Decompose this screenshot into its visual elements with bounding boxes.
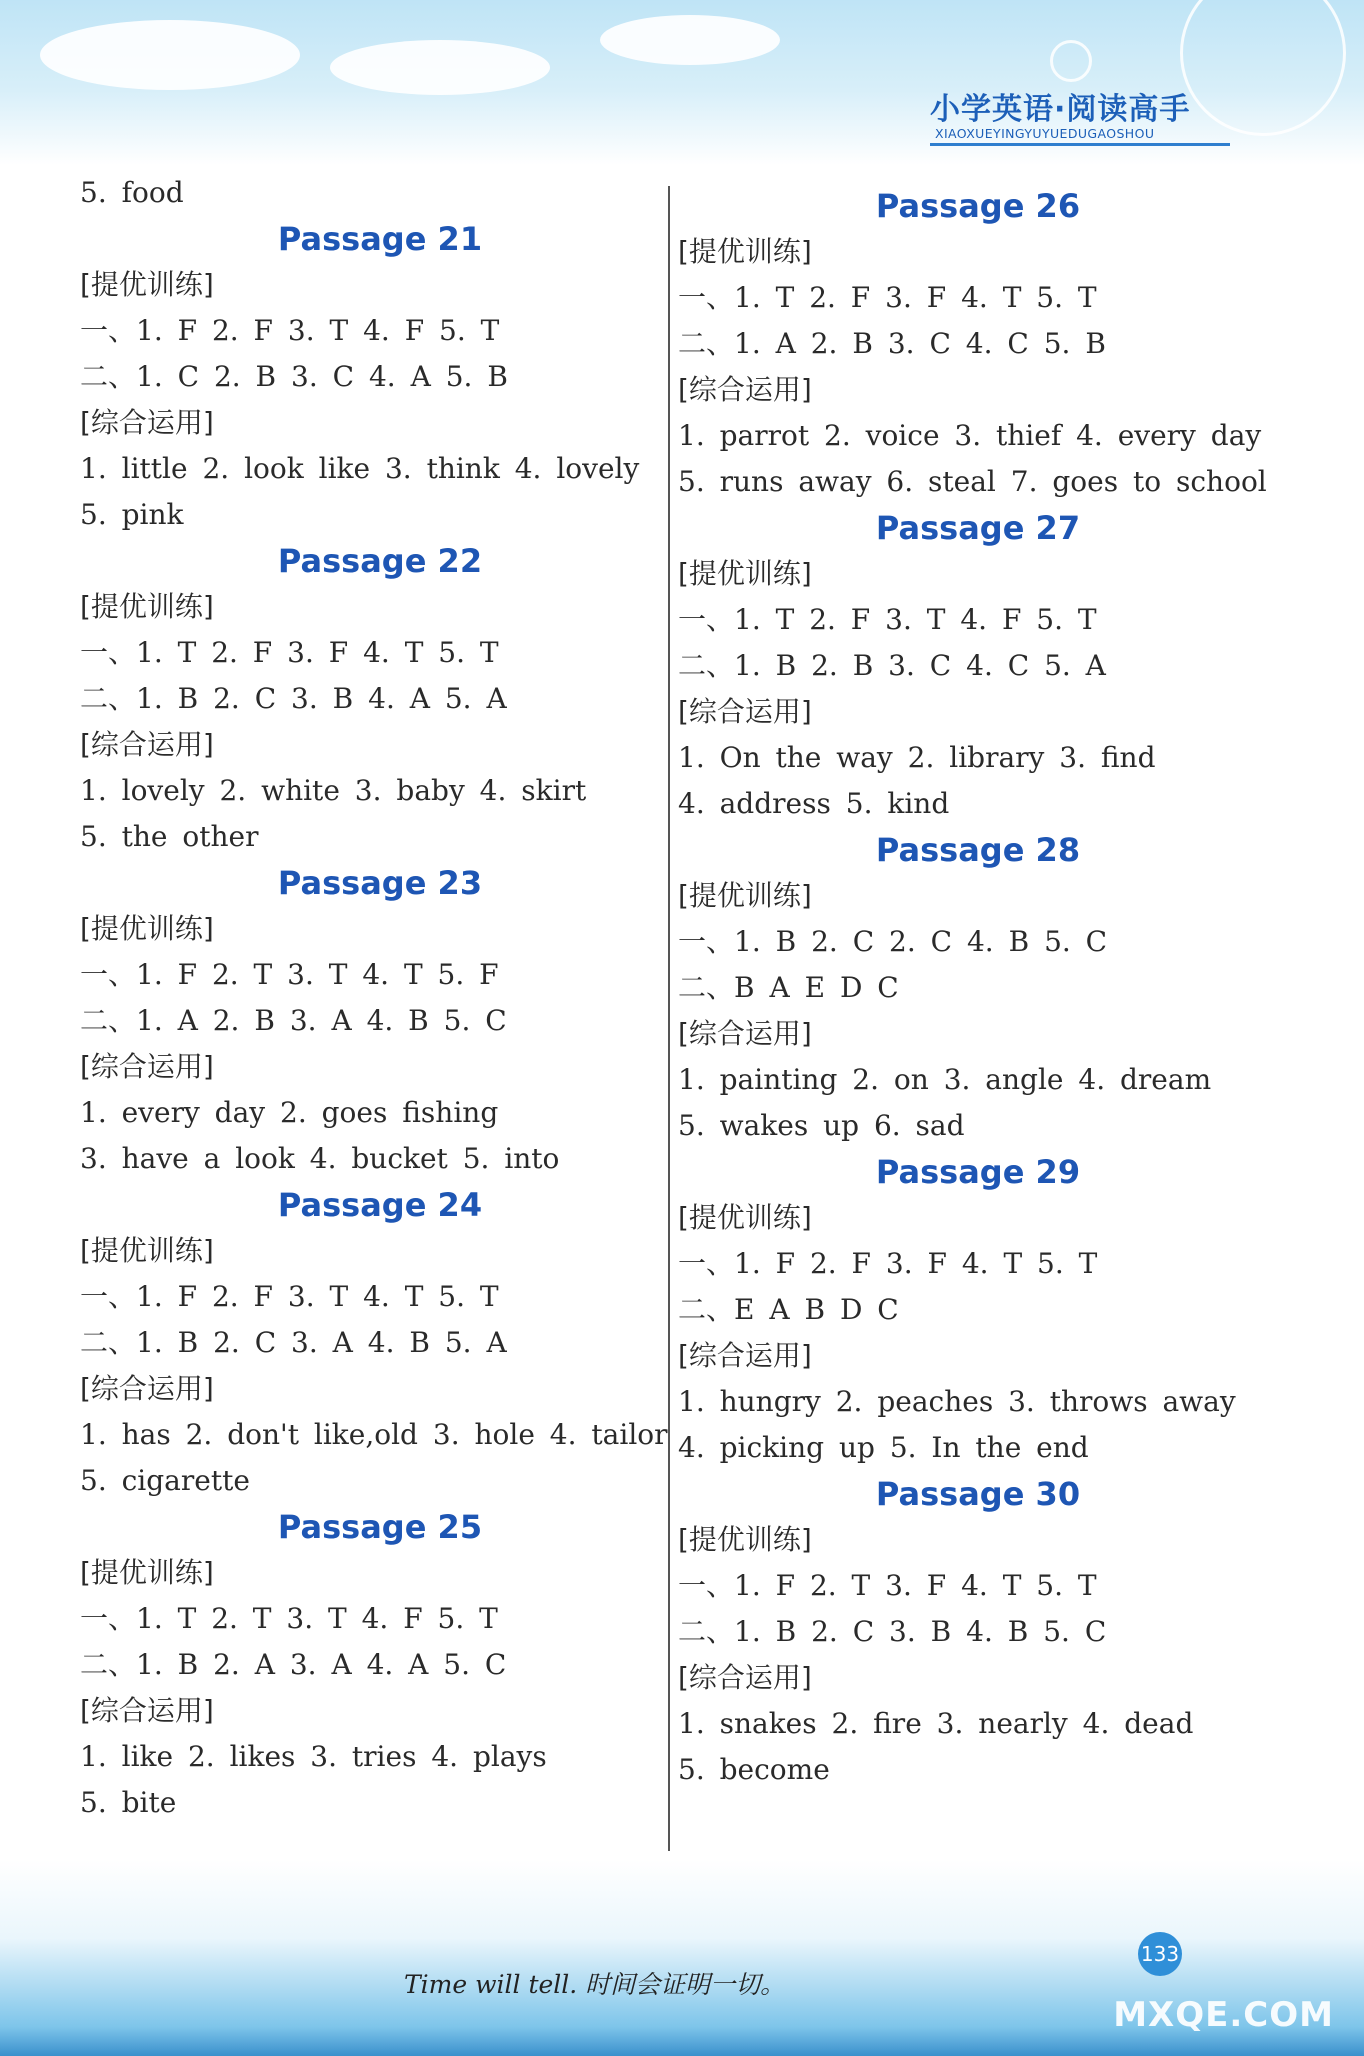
answer-line: 一、1. F 2. F 3. T 4. T 5. T xyxy=(80,1280,499,1313)
answer-line: 1. has 2. don't like,old 3. hole 4. tailor xyxy=(80,1418,668,1451)
answer-line: 二、E A B D C xyxy=(678,1293,899,1326)
answer-line: 二、1. B 2. A 3. A 4. A 5. C xyxy=(80,1648,507,1681)
section-heading: [提优训练] xyxy=(678,557,812,590)
answer-line: 3. have a look 4. bucket 5. into xyxy=(80,1142,560,1175)
bubble-decoration xyxy=(1180,0,1346,136)
answer-line: 一、1. T 2. F 3. F 4. T 5. T xyxy=(80,636,499,669)
section-heading: [综合运用] xyxy=(678,695,812,728)
answer-line: 5. bite xyxy=(80,1786,177,1819)
answer-line: 1. painting 2. on 3. angle 4. dream xyxy=(678,1063,1212,1096)
page-number: 133 xyxy=(1138,1932,1182,1976)
book-series-pinyin: XIAOXUEYINGYUYUEDUGAOSHOU xyxy=(935,126,1155,141)
answer-line: 二、1. B 2. B 3. C 4. C 5. A xyxy=(678,649,1106,682)
answer-line: 5. runs away 6. steal 7. goes to school xyxy=(678,465,1267,498)
answer-line: 5. become xyxy=(678,1753,830,1786)
header-rule xyxy=(930,143,1230,146)
answer-line: 1. lovely 2. white 3. baby 4. skirt xyxy=(80,774,587,807)
passage-title: Passage 28 xyxy=(875,831,1081,869)
passage-title: Passage 26 xyxy=(875,187,1081,225)
passage-title: Passage 30 xyxy=(875,1475,1081,1513)
answer-line: 二、1. B 2. C 3. B 4. B 5. C xyxy=(678,1615,1107,1648)
answer-line: 二、1. A 2. B 3. A 4. B 5. C xyxy=(80,1004,507,1037)
answer-line: 二、1. B 2. C 3. A 4. B 5. A xyxy=(80,1326,507,1359)
section-heading: [综合运用] xyxy=(80,1694,214,1727)
answer-line: 二、1. B 2. C 3. B 4. A 5. A xyxy=(80,682,507,715)
section-heading: [综合运用] xyxy=(80,1050,214,1083)
section-heading: [综合运用] xyxy=(80,1372,214,1405)
passage-title: Passage 23 xyxy=(277,864,483,902)
answer-line: 1. like 2. likes 3. tries 4. plays xyxy=(80,1740,547,1773)
passage-title: Passage 22 xyxy=(277,542,483,580)
passage-title: Passage 29 xyxy=(875,1153,1081,1191)
section-heading: [综合运用] xyxy=(678,1339,812,1372)
answer-line: 4. picking up 5. In the end xyxy=(678,1431,1089,1464)
passage-title: Passage 24 xyxy=(277,1186,483,1224)
section-heading: [综合运用] xyxy=(678,1017,812,1050)
answer-line: 1. little 2. look like 3. think 4. lovely xyxy=(80,452,640,485)
answer-line: 二、B A E D C xyxy=(678,971,899,1004)
answer-line: 一、1. T 2. F 3. F 4. T 5. T xyxy=(678,281,1097,314)
section-heading: [提优训练] xyxy=(80,1556,214,1589)
answer-column-right xyxy=(678,183,1278,1793)
section-heading: [综合运用] xyxy=(80,728,214,761)
book-series-title: 小学英语·阅读高手 xyxy=(930,92,1191,127)
section-heading: [提优训练] xyxy=(80,1234,214,1267)
section-heading: [提优训练] xyxy=(678,1201,812,1234)
answer-line: 一、1. F 2. T 3. F 4. T 5. T xyxy=(678,1569,1097,1602)
passage-title: Passage 21 xyxy=(277,220,483,258)
passage-title: Passage 25 xyxy=(277,1508,483,1546)
answer-line: 5. food xyxy=(80,176,184,209)
answer-line: 一、1. F 2. F 3. T 4. F 5. T xyxy=(80,314,500,347)
answer-line: 二、1. C 2. B 3. C 4. A 5. B xyxy=(80,360,508,393)
answer-line: 1. snakes 2. fire 3. nearly 4. dead xyxy=(678,1707,1194,1740)
section-heading: [提优训练] xyxy=(80,912,214,945)
cloud-decoration xyxy=(40,20,300,90)
answer-line: 1. On the way 2. library 3. find xyxy=(678,741,1156,774)
passage-title: Passage 27 xyxy=(875,509,1081,547)
answer-line: 5. cigarette xyxy=(80,1464,250,1497)
section-heading: [提优训练] xyxy=(678,879,812,912)
page-header xyxy=(0,0,1364,165)
section-heading: [提优训练] xyxy=(80,590,214,623)
watermark-text: MXQE.COM xyxy=(1113,1995,1334,2035)
answer-line: 1. hungry 2. peaches 3. throws away xyxy=(678,1385,1236,1418)
answer-line: 一、1. B 2. C 2. C 4. B 5. C xyxy=(678,925,1108,958)
section-heading: [综合运用] xyxy=(678,1661,812,1694)
bubble-decoration xyxy=(1050,40,1092,82)
answer-line: 一、1. T 2. T 3. T 4. F 5. T xyxy=(80,1602,498,1635)
answer-line: 5. pink xyxy=(80,498,184,531)
answer-line: 5. the other xyxy=(80,820,259,853)
section-heading: [提优训练] xyxy=(678,235,812,268)
answer-line: 一、1. T 2. F 3. T 4. F 5. T xyxy=(678,603,1097,636)
answer-line: 5. wakes up 6. sad xyxy=(678,1109,965,1142)
answer-line: 1. every day 2. goes fishing xyxy=(80,1096,499,1129)
section-heading: [综合运用] xyxy=(80,406,214,439)
cloud-decoration xyxy=(600,15,780,65)
cloud-decoration xyxy=(330,40,550,95)
footer-tagline: Time will tell. 时间会证明一切。 xyxy=(404,1970,786,1999)
section-heading: [提优训练] xyxy=(678,1523,812,1556)
answer-line: 一、1. F 2. T 3. T 4. T 5. F xyxy=(80,958,499,991)
answer-line: 1. parrot 2. voice 3. thief 4. every day xyxy=(678,419,1262,452)
section-heading: [综合运用] xyxy=(678,373,812,406)
answer-line: 二、1. A 2. B 3. C 4. C 5. B xyxy=(678,327,1106,360)
section-heading: [提优训练] xyxy=(80,268,214,301)
answer-line: 4. address 5. kind xyxy=(678,787,950,820)
answer-column-left xyxy=(80,170,680,1826)
answer-line: 一、1. F 2. F 3. F 4. T 5. T xyxy=(678,1247,1098,1280)
